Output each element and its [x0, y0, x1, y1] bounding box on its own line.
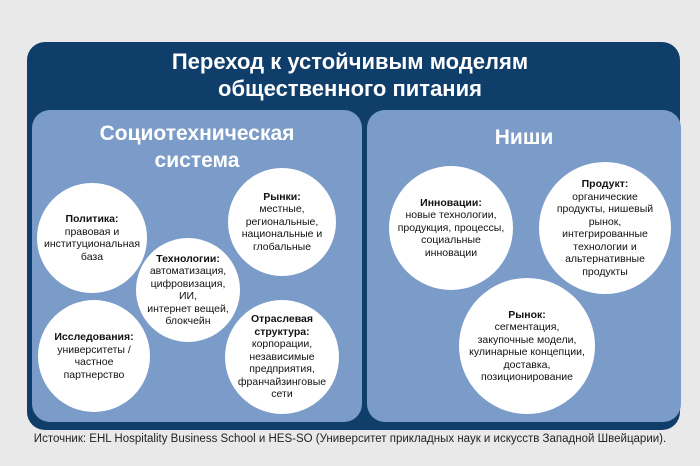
markets-circle	[228, 168, 336, 276]
product-line: рынок,	[588, 215, 622, 228]
market-line: кулинарные концепции,	[469, 346, 585, 358]
policy-title: Политика:	[65, 213, 119, 225]
markets-line: глобальные	[252, 240, 312, 253]
policy-line: институциональная	[43, 238, 141, 250]
industry-line: независимые	[249, 350, 315, 363]
main-title-line-1: Переход к устойчивым моделям	[171, 49, 529, 74]
panel-title-sociotechnical	[32, 120, 362, 174]
sociotechnical-system-panel	[32, 110, 362, 422]
main-title-line-2: общественного питания	[218, 76, 482, 101]
industry-title: Отраслевая	[250, 313, 314, 326]
technologies-line: блокчейн	[165, 315, 211, 327]
research-line: университеты /	[57, 343, 131, 356]
industry-line: предприятия,	[249, 363, 315, 376]
markets-line: региональные,	[245, 215, 319, 228]
markets-line: местные,	[259, 203, 305, 216]
panel-title-line-2: система	[154, 149, 240, 172]
research-circle	[38, 300, 150, 412]
panel-title-niches: Ниши	[494, 126, 554, 149]
market-line: позиционирование	[481, 371, 573, 383]
technologies-line: автоматизация,	[149, 265, 227, 277]
market-line: доставка,	[503, 358, 551, 371]
product-line: продукты, нишевый	[556, 203, 654, 215]
industry-title: структура:	[254, 325, 310, 338]
industry-structure-circle	[225, 300, 339, 414]
market-line: закупочные модели,	[477, 333, 577, 346]
market-line: сегментация,	[494, 321, 560, 333]
product-line: альтернативные	[565, 253, 645, 265]
niches-panel	[367, 110, 681, 422]
policy-circle	[37, 183, 147, 293]
innovations-title: Инновации:	[420, 196, 482, 209]
market-title: Рынок:	[508, 308, 546, 321]
industry-line: сети	[271, 388, 293, 401]
product-line: продукты	[582, 265, 628, 278]
policy-line: база	[80, 250, 104, 263]
technologies-line: цифровизация, ИИ,	[150, 277, 226, 302]
industry-line: корпорации,	[251, 338, 313, 351]
technologies-circle	[136, 238, 240, 342]
technologies-title: Технологии:	[156, 252, 220, 265]
research-line: частное партнерство	[63, 356, 125, 381]
product-line: технологии и	[573, 240, 637, 253]
source-caption: Источник: EHL Hospitality Business School и HES-SO (Университет прикладных наук и искусств Западной Швейцарии).	[33, 433, 667, 445]
research-title: Исследования:	[54, 331, 134, 343]
market-circle	[459, 278, 595, 414]
technologies-line: интернет вещей,	[147, 302, 229, 315]
industry-line: франчайзинговые	[237, 375, 327, 388]
innovations-line: социальные	[421, 234, 481, 247]
markets-title: Рынки:	[263, 190, 301, 203]
innovations-circle	[389, 166, 513, 290]
product-line: органические	[572, 190, 638, 203]
markets-line: национальные и	[241, 228, 323, 241]
product-circle	[539, 162, 671, 294]
product-title: Продукт:	[581, 178, 629, 190]
innovations-line: инновации	[424, 246, 478, 259]
panel-title-line-1: Социотехническая	[99, 122, 295, 145]
product-line: интегрированные	[562, 228, 648, 240]
policy-line: правовая и	[64, 225, 120, 238]
innovations-line: продукция, процессы,	[397, 221, 505, 234]
main-title	[0, 48, 700, 102]
innovations-line: новые технологии,	[405, 209, 497, 222]
